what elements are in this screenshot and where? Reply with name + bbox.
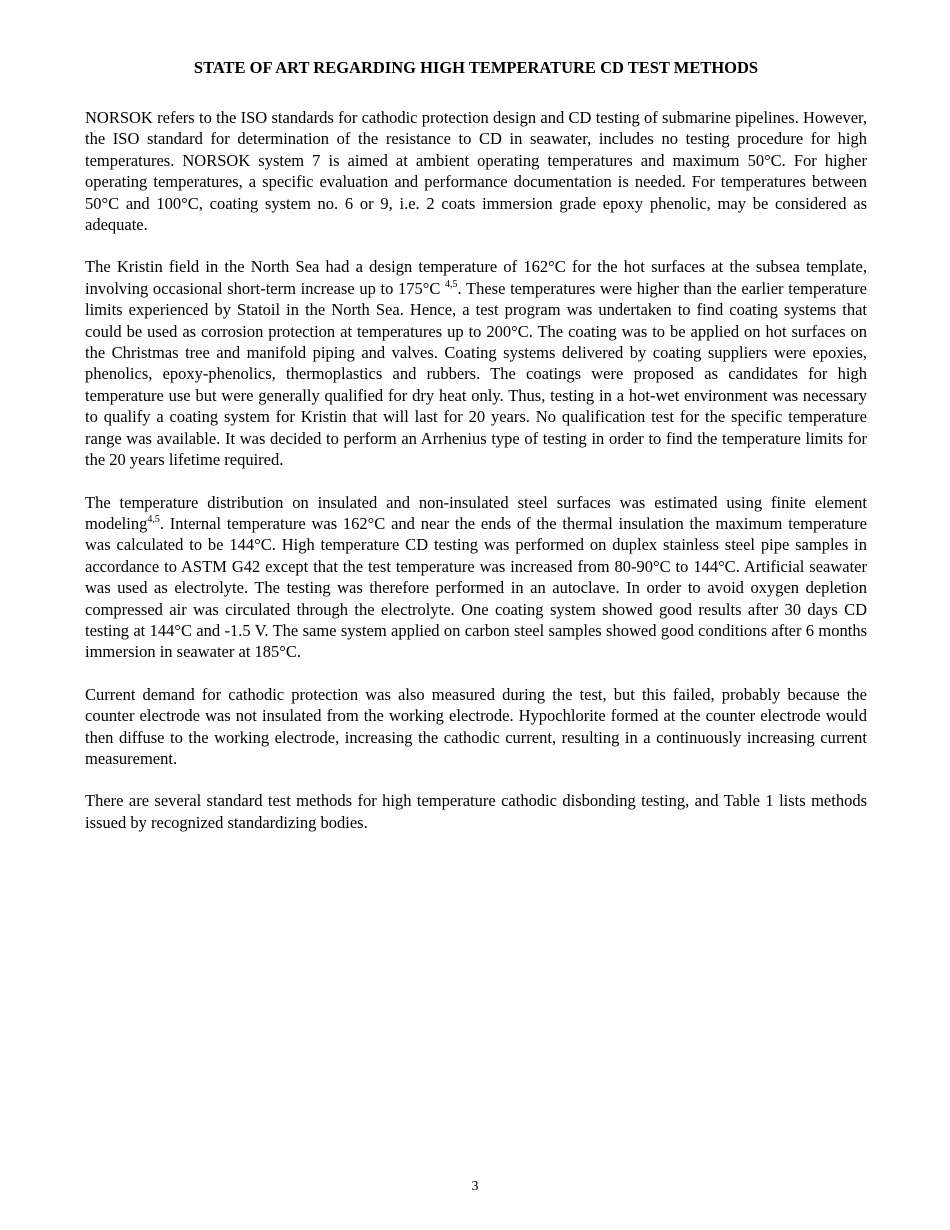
paragraph-current-demand: Current demand for cathodic protection was also measured during the test, but this failed, probably because the counter electrode was not insulated from the working electrode. Hypochlorite formed at the counter electrode would then diffuse to the working electrode, increasing the cathodic current, resulting in a continuously increasing current measurement. [85,684,867,768]
paragraph-temperature-distribution [85,492,867,663]
paragraph-kristin-text-1: The Kristin field in the North Sea had a design temperature of 162°C for the hot surfaces at the subsea template, involving occasional short-term increase up to 175°C [85,257,867,298]
paragraph-temperature-text-1: The temperature distribution on insulated and non-insulated steel surfaces was estimated using finite element modeling [85,492,867,533]
paragraph-norsok: NORSOK refers to the ISO standards for cathodic protection design and CD testing of submarine pipelines. However, the ISO standard for determination of the resistance to CD in seawater, includes no testing procedure for high temperatures. NORSOK system 7 is aimed at ambient operating temperatures and maximum 50°C. For higher operating temperatures, a specific evaluation and performance documentation is needed. For temperatures between 50°C and 100°C, coating system no. 6 or 9, i.e. 2 coats immersion grade epoxy phenolic, may be considered as adequate. [85,108,867,235]
paragraph-temperature-text-2: . Internal temperature was 162°C and near the ends of the thermal insulation the maximum temperature was calculated to be 144°C. High temperature CD testing was performed on duplex stainless steel pipe samples in accordance to ASTM G42 except that the test temperature was increased from 80-90°C to 144°C. Artificial seawater was used as electrolyte. The testing was therefore performed in an autoclave. In order to avoid oxygen depletion compressed air was circulated through the electrolyte. One coating system showed good results after 30 days CD testing at 144°C and -1.5 V. The same system applied on carbon steel samples showed good conditions after 6 months immersion in seawater at 185°C. [85,513,867,662]
paragraph-kristin-text-2: . These temperatures were higher than the earlier temperature limits experienced by Statoil in the North Sea. Hence, a test program was undertaken to find coating systems that could be used as corrosion protection at temperatures up to 200°C. The coating was to be applied on hot surfaces on the Christmas tree and manifold piping and valves. Coating systems delivered by coating suppliers were epoxies, phenolics, epoxy-phenolics, thermoplastics and rubbers. The coatings were proposed as candidates for high temperature use but were generally qualified for dry heat only. Thus, testing in a hot-wet environment was necessary to qualify a coating system for Kristin that will last for 20 years. No qualification test for the specific temperature range was available. It was decided to perform an Arrhenius type of testing in order to find the temperature limits for the 20 years lifetime required. [85,278,867,470]
paragraph-kristin-field [85,256,867,470]
reference-superscript: 4,5 [445,278,458,290]
page-body [85,57,867,854]
page-number: 3 [471,1179,479,1194]
section-title: STATE OF ART REGARDING HIGH TEMPERATURE CD TEST METHODS [193,58,759,77]
reference-superscript: 4,5 [147,513,160,525]
paragraph-standard-methods: There are several standard test methods for high temperature cathodic disbonding testing, and Table 1 lists methods issued by recognized standardizing bodies. [85,791,867,832]
